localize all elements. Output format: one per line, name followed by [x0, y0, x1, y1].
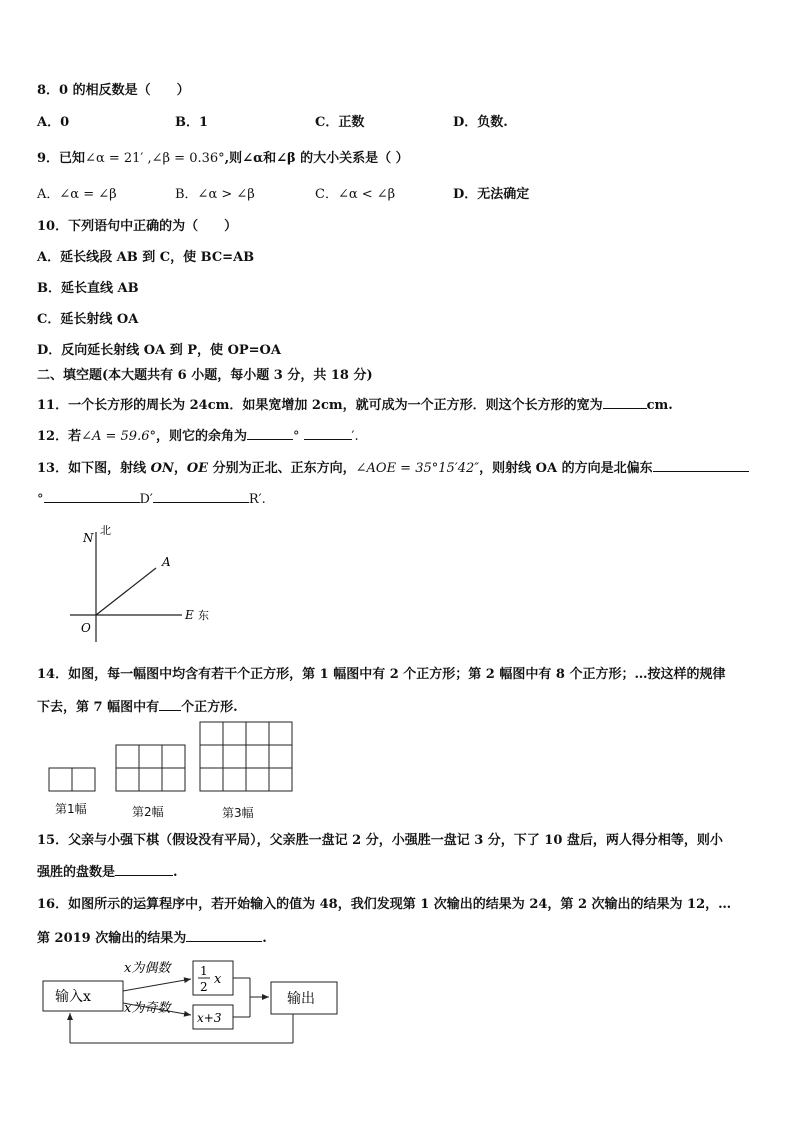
q12-degree-mark: °	[293, 429, 300, 444]
q13-line2-d: D′	[139, 492, 153, 507]
q13-answer-blank-3	[153, 489, 249, 503]
q8-option-c: C．正数	[315, 115, 365, 130]
q14-square-figures	[45, 718, 305, 798]
q8-option-b: B．1	[175, 115, 209, 130]
q13-text-b: 分别为正北、正东方向，	[208, 461, 356, 476]
q16-flowchart	[38, 955, 348, 1055]
q16-text-c: .	[262, 931, 267, 946]
q14-line2	[37, 697, 238, 717]
q10-option-c: C．延长射线 OA	[37, 312, 139, 327]
q13-oe: OE	[186, 461, 209, 476]
even-label: x为偶数	[124, 961, 171, 976]
q9-option-d: D．无法确定	[453, 187, 530, 202]
q12-minute-mark: ′.	[351, 429, 359, 444]
figure-3-grid	[200, 722, 292, 791]
q9-stem-math: ∠α = 21′ ,∠β = 0.36°	[85, 151, 225, 166]
q13-math: ∠AOE = 35°15′42″	[355, 461, 480, 476]
q12-minute-blank	[304, 426, 352, 440]
q12-math: ∠A = 59.6°	[81, 429, 156, 444]
q13-sep: ，	[173, 461, 187, 476]
label-o: O	[81, 621, 91, 635]
q11-text-a: 11．一个长方形的周长为 24cm．如果宽增加 2cm，就可成为一个正方形．则这个长方形的宽为	[37, 398, 603, 413]
q15-text-b: 强胜的盘数是	[37, 865, 116, 880]
q14-answer-blank	[159, 697, 181, 711]
output-label: 输出	[287, 991, 315, 1007]
label-north: 北	[100, 524, 111, 537]
q9-stem-b: ,则∠α和∠β 的大小关系是（ ）	[224, 151, 409, 166]
q14-text-c: 个正方形.	[181, 700, 238, 715]
q13-line2-degree: °	[37, 492, 44, 507]
q13-line2-r: R′.	[248, 492, 266, 507]
q12-text-a: 12．若	[37, 429, 82, 444]
figure-3-caption: 第3幅	[222, 806, 254, 820]
q13-text-a: 13．如下图，射线	[37, 461, 151, 476]
q13	[37, 458, 749, 478]
q9-option-a: A．∠α = ∠β	[37, 187, 117, 202]
q13-line2	[37, 489, 266, 509]
q13-answer-blank-2	[44, 489, 140, 503]
q9-option-b: B．∠α > ∠β	[175, 187, 255, 202]
q15-line1: 15．父亲与小强下棋（假设没有平局），父亲胜一盘记 2 分，小强胜一盘记 3 分，下了 10 盘后，两人得分相等，则小	[37, 833, 723, 848]
q15-line2	[37, 862, 178, 882]
q13-text-c: ，则射线 OA 的方向是北偏东	[479, 461, 653, 476]
q8-stem: 8．0 的相反数是（ ）	[37, 83, 190, 98]
q11-answer-blank	[603, 395, 647, 409]
label-e: E	[185, 608, 194, 622]
q16-answer-blank	[186, 928, 262, 942]
q10-option-a: A．延长线段 AB 到 C，使 BC=AB	[37, 250, 255, 265]
figure-1-grid	[49, 768, 95, 791]
q13-direction-diagram	[70, 520, 230, 645]
q14-text-b: 下去，第 7 幅图中有	[37, 700, 160, 715]
q8-option-d: D．负数.	[453, 115, 508, 130]
figure-2-caption: 第2幅	[132, 805, 164, 819]
q9-stem	[37, 150, 409, 168]
q12	[37, 426, 359, 446]
q13-on: ON	[150, 461, 174, 476]
q13-answer-blank-1	[653, 458, 749, 472]
section-2-header: 二、填空题(本大题共有 6 小题，每小题 3 分，共 18 分)	[37, 368, 373, 383]
q9-stem-a: 9．已知	[37, 151, 86, 166]
label-east: 东	[198, 609, 209, 622]
q16-line1: 16．如图所示的运算程序中，若开始输入的值为 48，我们发现第 1 次输出的结果为 24，第 2 次输出的结果为 12，…	[37, 897, 732, 912]
q15-answer-blank	[115, 862, 173, 876]
q16-line2	[37, 928, 267, 948]
q10-option-b: B．延长直线 AB	[37, 281, 139, 296]
q16-text-b: 第 2019 次输出的结果为	[37, 931, 187, 946]
half-numerator: 1	[200, 964, 208, 978]
even-branch-arrow	[123, 979, 191, 991]
figure-1-caption: 第1幅	[55, 802, 87, 816]
label-n: N	[83, 531, 94, 545]
q12-text-b: ，则它的余角为	[155, 429, 247, 444]
q10-stem: 10．下列语句中正确的为（ ）	[37, 219, 238, 234]
q14-line1: 14．如图，每一幅图中均含有若干个正方形，第 1 幅图中有 2 个正方形；第 2 幅图中有 8 个正方形；…按这样的规律	[37, 667, 726, 682]
half-denominator: 2	[200, 980, 208, 994]
ray-oa	[96, 568, 156, 615]
q11	[37, 395, 673, 415]
plus3-label: x+3	[197, 1011, 222, 1025]
q11-text-b: cm.	[646, 398, 673, 413]
input-label: 输入x	[55, 989, 91, 1005]
q9-option-c: C．∠α < ∠β	[315, 187, 396, 202]
q15-text-c: .	[173, 865, 178, 880]
q12-degree-blank	[247, 426, 293, 440]
half-x: x	[214, 972, 222, 987]
odd-label: x为奇数	[124, 1001, 171, 1016]
q8-option-a: A．0	[37, 115, 70, 130]
q10-option-d: D．反向延长射线 OA 到 P，使 OP=OA	[37, 343, 281, 358]
label-a: A	[162, 555, 171, 569]
figure-2-grid	[116, 745, 185, 791]
